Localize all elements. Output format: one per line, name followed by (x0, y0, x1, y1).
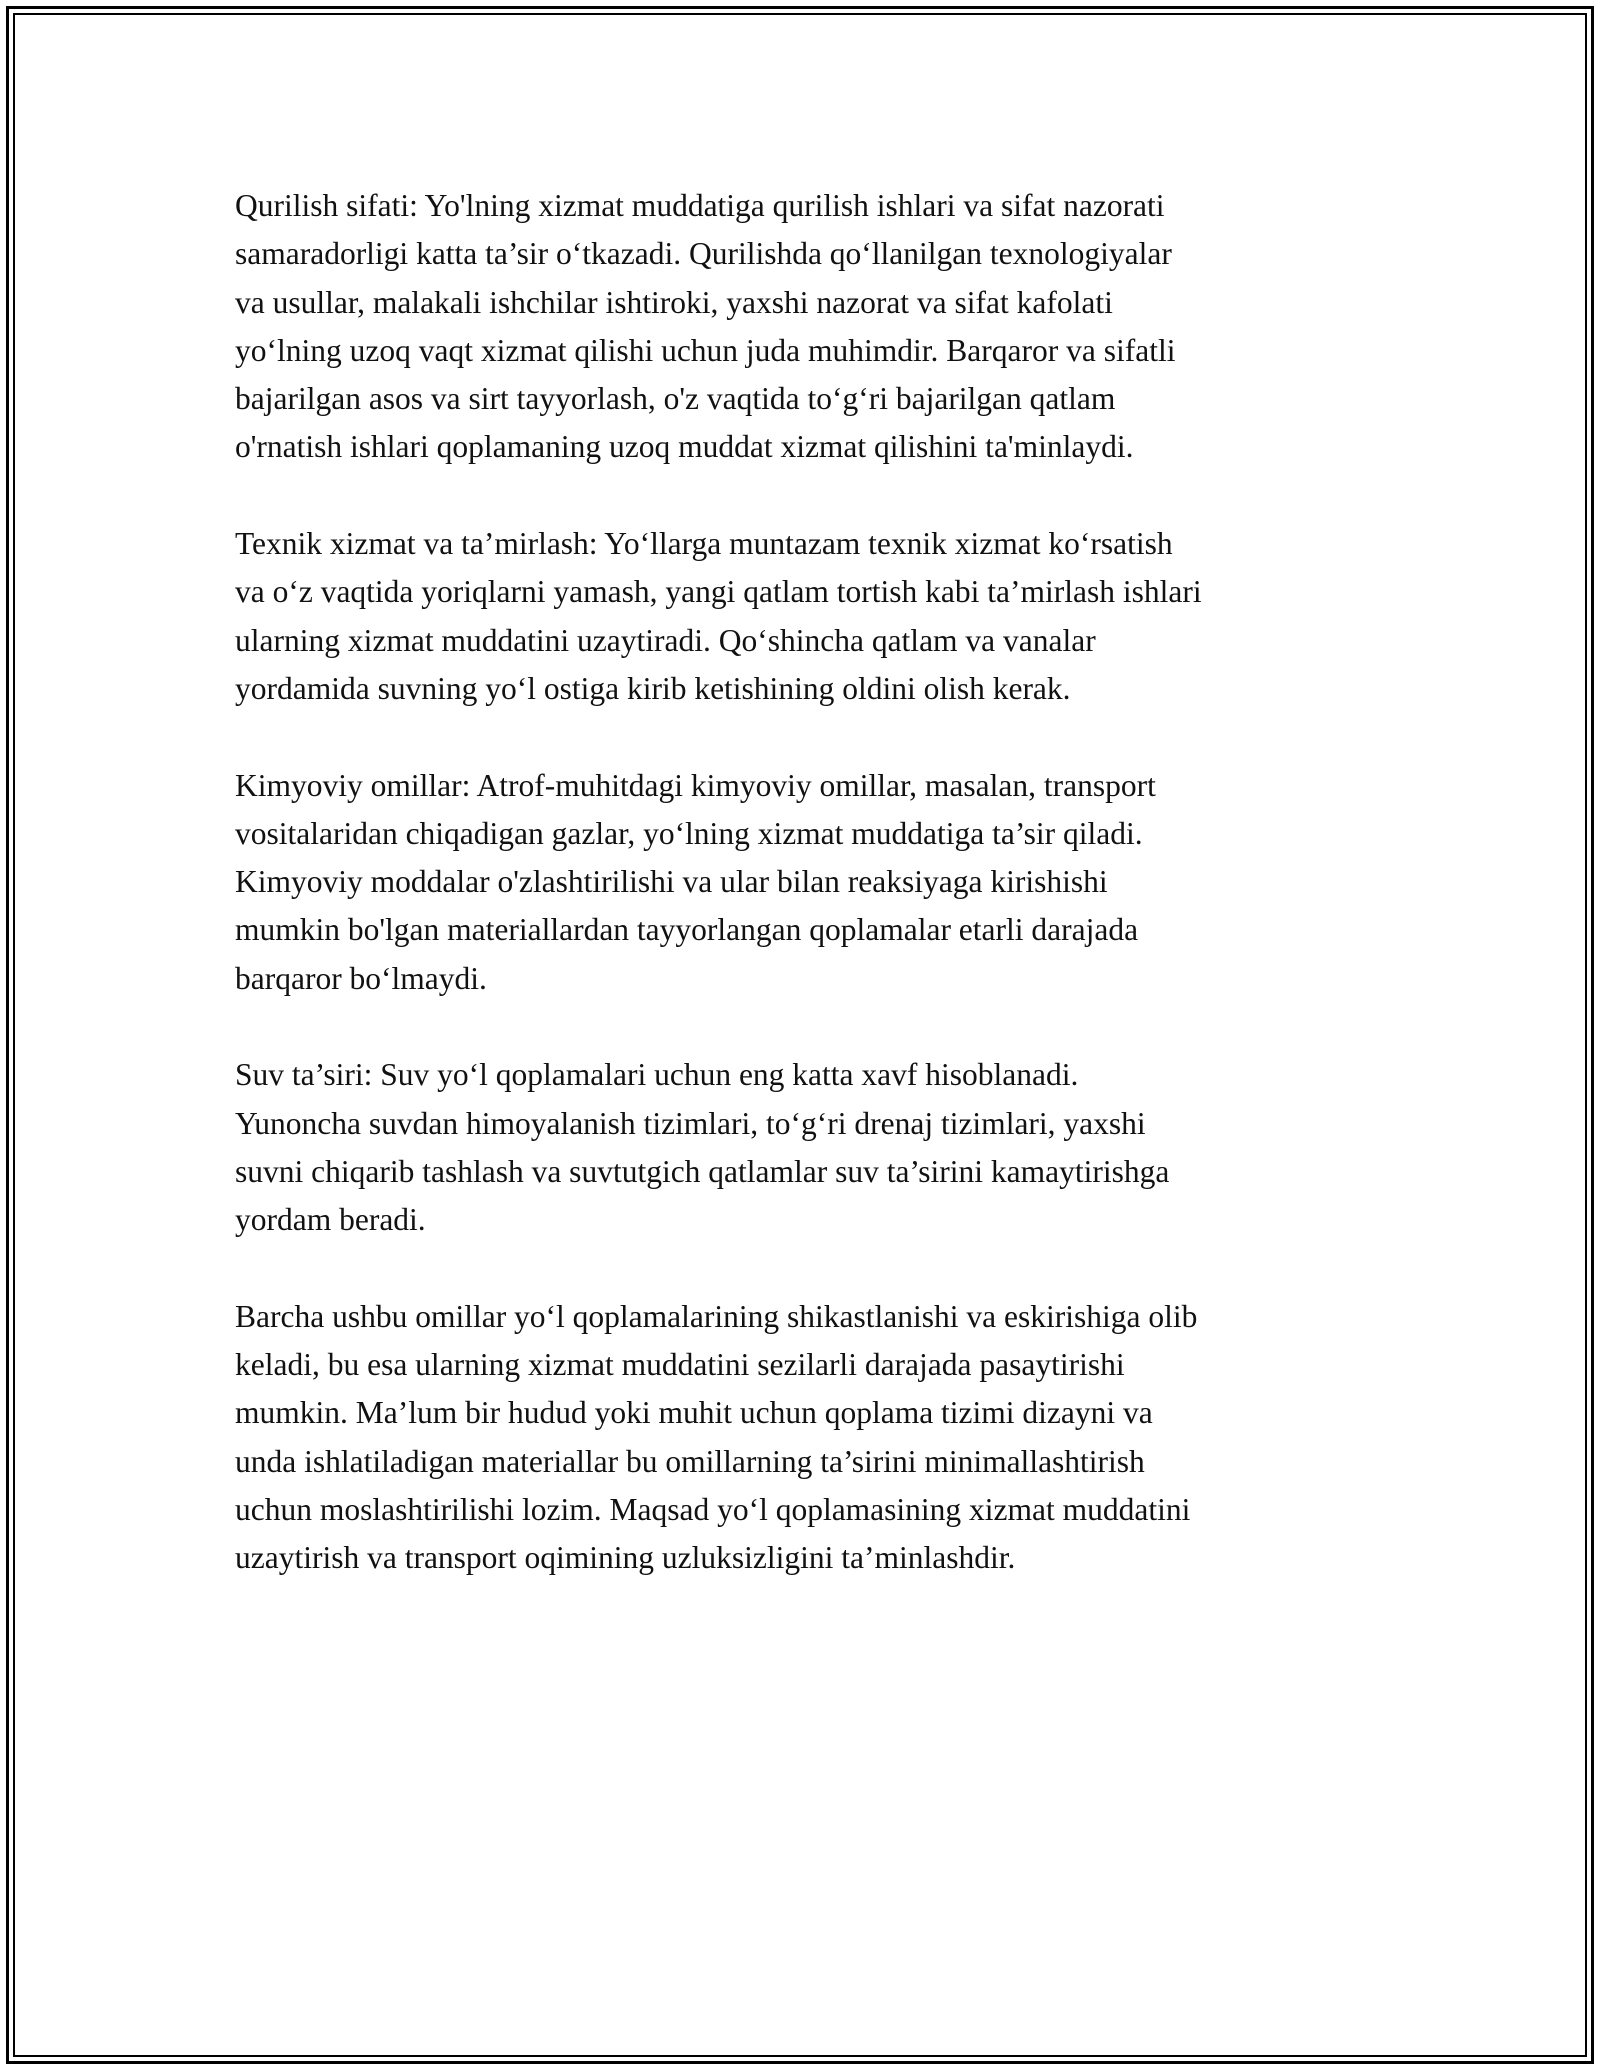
text-line: Suv ta’siri: Suv yo‘l qoplamalari uchun eng katta xavf hisoblanadi. (235, 1057, 1079, 1093)
text-line: Texnik xizmat va ta’mirlash: Yo‘llarga muntazam texnik xizmat ko‘rsatish (235, 526, 1173, 562)
text-line: yordam beradi. (235, 1202, 426, 1238)
text-line: keladi, bu esa ularning xizmat muddatini sezilarli darajada pasaytirishi (235, 1347, 1125, 1383)
text-line: barqaror bo‘lmaydi. (235, 960, 487, 996)
text-line: Qurilish sifati: Yo'lning xizmat muddatiga qurilish ishlari va sifat nazorati (235, 188, 1165, 223)
text-line: vositalaridan chiqadigan gazlar, yo‘lning xizmat muddatiga ta’sir qiladi. (235, 815, 1143, 851)
text-line: yordamida suvning yo‘l ostiga kirib ketishining oldini olish kerak. (235, 670, 1071, 706)
paragraph-conclusion (235, 1293, 1375, 1583)
paragraph-construction-quality (235, 182, 1375, 472)
text-line: o'rnatish ishlari qoplamaning uzoq muddat xizmat qilishini ta'minlaydi. (235, 429, 1134, 465)
text-line: yo‘lning uzoq vaqt xizmat qilishi uchun juda muhimdir. Barqaror va sifatli (235, 332, 1176, 368)
text-line: mumkin bo'lgan materiallardan tayyorlangan qoplamalar etarli darajada (235, 912, 1139, 948)
text-line: mumkin. Ma’lum bir hudud yoki muhit uchun qoplama tizimi dizayni va (235, 1395, 1153, 1431)
text-line: Yunoncha suvdan himoyalanish tizimlari, to‘g‘ri drenaj tizimlari, yaxshi (235, 1105, 1146, 1141)
text-line: uchun moslashtirilishi lozim. Maqsad yo‘l qoplamasining xizmat muddatini (235, 1492, 1191, 1528)
text-line: va o‘z vaqtida yoriqlarni yamash, yangi qatlam tortish kabi ta’mirlash ishlari (235, 574, 1202, 610)
document-body (235, 182, 1375, 1631)
paragraph-chemical-factors (235, 762, 1375, 1003)
text-line: unda ishlatiladigan materiallar bu omillarning ta’sirini minimallashtirish (235, 1443, 1145, 1479)
text-line: ularning xizmat muddatini uzaytiradi. Qo‘shincha qatlam va vanalar (235, 622, 1096, 658)
text-line: Kimyoviy omillar: Atrof-muhitdagi kimyoviy omillar, masalan, transport (235, 767, 1156, 803)
text-line: suvni chiqarib tashlash va suvtutgich qatlamlar suv ta’sirini kamaytirishga (235, 1153, 1170, 1189)
text-line: samaradorligi katta ta’sir o‘tkazadi. Qurilishda qo‘llanilgan texnologiyalar (235, 236, 1172, 272)
paragraph-water-impact (235, 1051, 1375, 1244)
text-line: bajarilgan asos va sirt tayyorlash, o'z vaqtida to‘g‘ri bajarilgan qatlam (235, 381, 1116, 417)
text-line: va usullar, malakali ishchilar ishtiroki, yaxshi nazorat va sifat kafolati (235, 284, 1113, 320)
text-line: uzaytirish va transport oqimining uzluksizligini ta’minlashdir. (235, 1540, 1016, 1576)
paragraph-maintenance (235, 520, 1375, 713)
text-line: Barcha ushbu omillar yo‘l qoplamalarining shikastlanishi va eskirishiga olib (235, 1298, 1198, 1334)
text-line: Kimyoviy moddalar o'zlashtirilishi va ular bilan reaksiyaga kirishishi (235, 864, 1108, 900)
